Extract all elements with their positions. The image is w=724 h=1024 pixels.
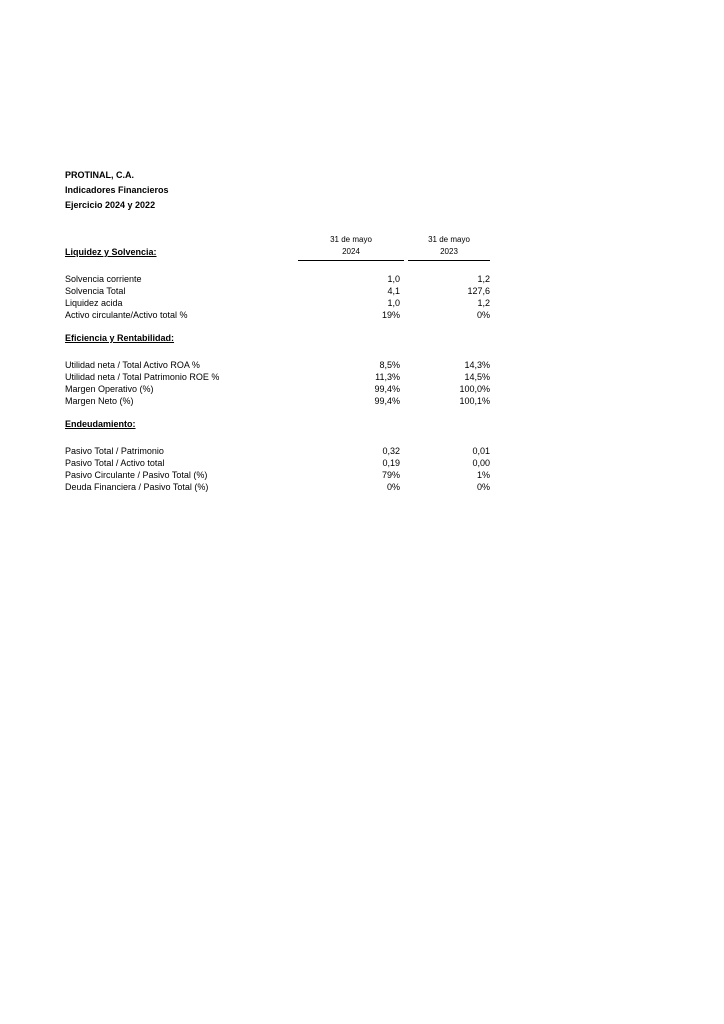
value-2024: 0,32 bbox=[382, 446, 400, 456]
company-name: PROTINAL, C.A. bbox=[65, 170, 134, 180]
column-date: 31 de mayo bbox=[428, 235, 470, 244]
table-row bbox=[65, 285, 495, 297]
value-2023: 1,2 bbox=[477, 274, 490, 284]
value-2024: 19% bbox=[381, 310, 400, 320]
value-2024: 0,19 bbox=[382, 458, 400, 468]
value-2023: 14,3% bbox=[464, 360, 490, 370]
value-2023: 14,5% bbox=[464, 372, 490, 382]
column-year: 2023 bbox=[408, 246, 490, 261]
column-year: 2024 bbox=[298, 246, 404, 261]
value-2024: 1,0 bbox=[387, 298, 400, 308]
row-label: Margen Neto (%) bbox=[65, 396, 134, 406]
row-label: Utilidad neta / Total Patrimonio ROE % bbox=[65, 372, 220, 382]
value-2023: 100,0% bbox=[459, 384, 490, 394]
section-endeudamiento bbox=[65, 417, 495, 493]
row-label: Liquidez acida bbox=[65, 298, 123, 308]
section-eficiencia bbox=[65, 331, 495, 407]
row-label: Pasivo Circulante / Pasivo Total (%) bbox=[65, 470, 208, 480]
row-label: Deuda Financiera / Pasivo Total (%) bbox=[65, 482, 209, 492]
value-2023: 0% bbox=[476, 310, 490, 320]
value-2023: 1,2 bbox=[477, 298, 490, 308]
report-period: Ejercicio 2024 y 2022 bbox=[65, 200, 156, 210]
value-2024: 11,3% bbox=[375, 372, 400, 382]
section-liquidez bbox=[65, 245, 495, 321]
table-row bbox=[65, 481, 495, 493]
row-label: Pasivo Total / Patrimonio bbox=[65, 446, 164, 456]
report-header bbox=[65, 168, 169, 213]
value-2024: 0% bbox=[386, 482, 400, 492]
table-row bbox=[65, 457, 495, 469]
value-2023: 0,01 bbox=[472, 446, 490, 456]
row-label: Pasivo Total / Activo total bbox=[65, 458, 165, 468]
table-row bbox=[65, 273, 495, 285]
column-date: 31 de mayo bbox=[330, 235, 372, 244]
row-label: Activo circulante/Activo total % bbox=[65, 310, 188, 320]
table-row bbox=[65, 383, 495, 395]
table-row bbox=[65, 359, 495, 371]
row-label: Margen Operativo (%) bbox=[65, 384, 154, 394]
value-2023: 127,6 bbox=[467, 286, 490, 296]
value-2023: 100,1% bbox=[459, 396, 490, 406]
report-subtitle: Indicadores Financieros bbox=[65, 185, 169, 195]
section-title: Eficiencia y Rentabilidad: bbox=[65, 333, 175, 343]
value-2024: 8,5% bbox=[379, 360, 400, 370]
section-title: Liquidez y Solvencia: bbox=[65, 247, 157, 257]
value-2024: 99,4% bbox=[374, 384, 400, 394]
row-label: Solvencia corriente bbox=[65, 274, 142, 284]
table-row bbox=[65, 395, 495, 407]
value-2023: 0% bbox=[476, 482, 490, 492]
row-label: Utilidad neta / Total Activo ROA % bbox=[65, 360, 200, 370]
value-2023: 1% bbox=[476, 470, 490, 480]
value-2024: 79% bbox=[381, 470, 400, 480]
value-2023: 0,00 bbox=[472, 458, 490, 468]
value-2024: 99,4% bbox=[374, 396, 400, 406]
table-row bbox=[65, 297, 495, 309]
table-row bbox=[65, 469, 495, 481]
table-row bbox=[65, 445, 495, 457]
table-row bbox=[65, 309, 495, 321]
value-2024: 4,1 bbox=[387, 286, 400, 296]
table-row bbox=[65, 371, 495, 383]
row-label: Solvencia Total bbox=[65, 286, 126, 296]
section-title: Endeudamiento: bbox=[65, 419, 136, 429]
value-2024: 1,0 bbox=[387, 274, 400, 284]
